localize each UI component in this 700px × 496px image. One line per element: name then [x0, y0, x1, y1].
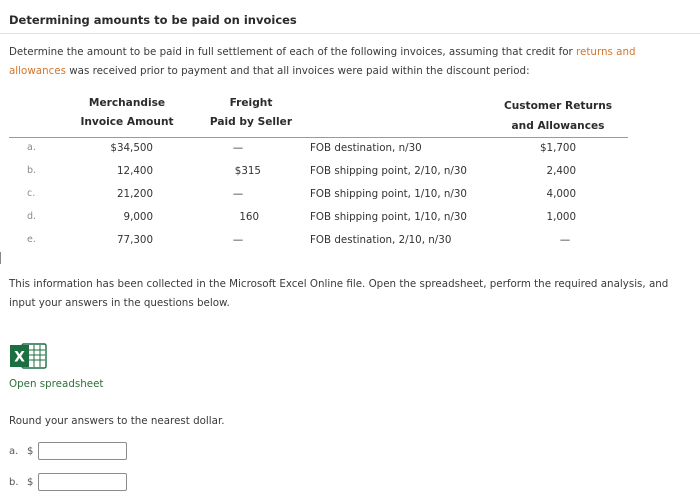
answer-b-input[interactable] — [38, 473, 127, 491]
spreadsheet-info-text: This information has been collected in the Microsoft Excel Online file. Open the spreadsheet, perform the required analysis, and input your answers in the questions below. — [9, 278, 669, 309]
returns-amount: — — [559, 234, 571, 246]
returns-amount: 4,000 — [546, 188, 576, 200]
invoice-amount: $34,500 — [110, 142, 153, 154]
invoice-amount: 21,200 — [116, 188, 153, 200]
header-returns-line2: and Allowances — [511, 120, 605, 132]
answer-b-label: b. — [9, 477, 19, 488]
title-divider — [0, 33, 700, 34]
excel-icon[interactable] — [9, 342, 47, 370]
freight-amount: — — [232, 234, 244, 246]
freight-amount: — — [232, 188, 244, 200]
instructions — [9, 43, 689, 81]
freight-amount: $315 — [234, 165, 261, 177]
shipping-terms: FOB shipping point, 1/10, n/30 — [310, 188, 467, 200]
shipping-terms: FOB shipping point, 1/10, n/30 — [310, 211, 467, 223]
page-title: Determining amounts to be paid on invoices — [9, 13, 297, 27]
invoice-amount: 77,300 — [116, 234, 153, 246]
header-returns-line1: Customer Returns — [503, 100, 613, 112]
shipping-terms: FOB destination, 2/10, n/30 — [310, 234, 452, 246]
freight-amount: 160 — [239, 211, 259, 223]
freight-amount: — — [232, 142, 244, 154]
header-returns — [496, 96, 620, 136]
shipping-terms: FOB shipping point, 2/10, n/30 — [310, 165, 467, 177]
answer-b-currency: $ — [27, 477, 34, 488]
section-marker — [0, 252, 1, 264]
header-merchandise-line2: Invoice Amount — [80, 116, 174, 128]
returns-amount: 2,400 — [546, 165, 576, 177]
rounding-instruction: Round your answers to the nearest dollar. — [9, 415, 225, 427]
invoice-amount: 12,400 — [116, 165, 153, 177]
instructions-text-1: Determine the amount to be paid in full settlement of each of the following invoices, assuming that credit for — [9, 46, 577, 58]
row-letter: c. — [27, 188, 36, 199]
row-letter: b. — [27, 165, 37, 176]
svg-text:X: X — [14, 349, 25, 366]
answer-a-label: a. — [9, 446, 19, 457]
instructions-text-2: was received prior to payment and that all invoices were paid within the discount period: — [65, 65, 530, 77]
answer-a-currency: $ — [27, 446, 34, 457]
returns-amount: $1,700 — [539, 142, 576, 154]
header-merchandise — [73, 94, 181, 132]
header-freight — [203, 94, 299, 132]
row-letter: d. — [27, 211, 37, 222]
header-freight-line2: Paid by Seller — [209, 116, 293, 128]
row-letter: a. — [27, 142, 36, 153]
table-header-rule — [9, 137, 628, 138]
returns-allowances-highlight[interactable]: returns and allowances — [9, 46, 636, 77]
row-letter: e. — [27, 234, 36, 245]
header-freight-line1: Freight — [229, 97, 273, 109]
invoice-amount: 9,000 — [123, 211, 153, 223]
answer-a-input[interactable] — [38, 442, 127, 460]
shipping-terms: FOB destination, n/30 — [310, 142, 422, 154]
header-merchandise-line1: Merchandise — [88, 97, 166, 109]
open-spreadsheet-link[interactable]: Open spreadsheet — [9, 378, 104, 390]
returns-amount: 1,000 — [546, 211, 576, 223]
